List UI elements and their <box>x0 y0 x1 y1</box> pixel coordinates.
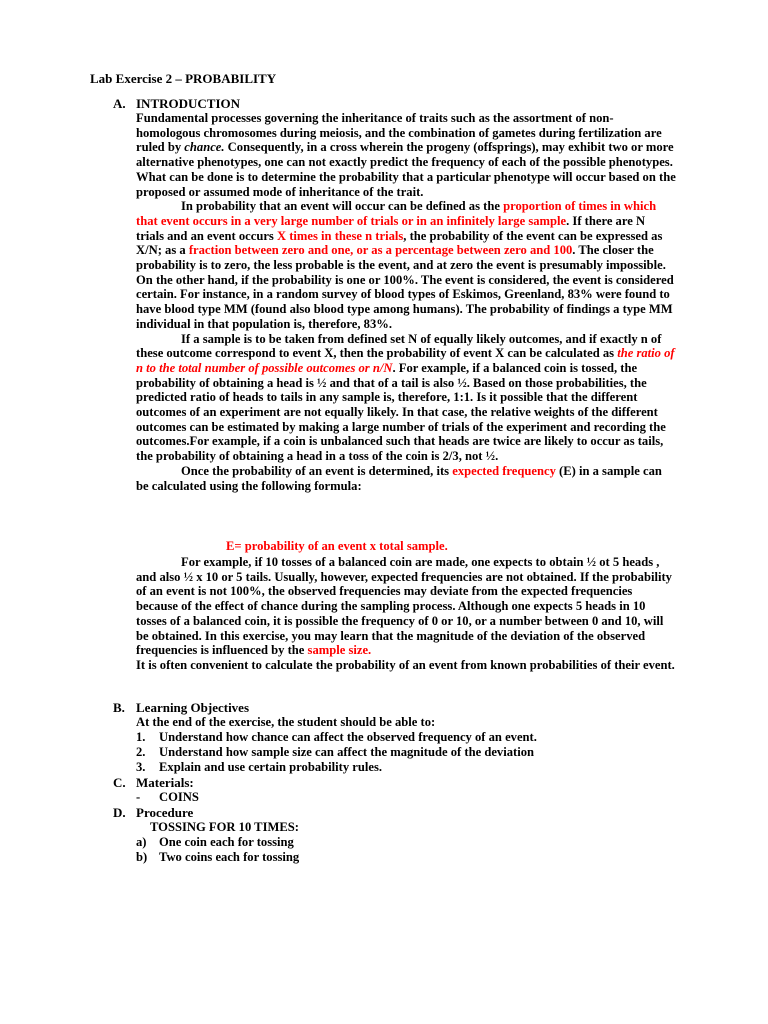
intro-paragraph-3 <box>136 332 676 464</box>
intro-p5-text-a: For example, if 10 tosses of a balanced coin are made, one expects to obtain ½ ot 5 heads , and also ½ x 10 or 5 tails. Usually, however, expected frequencies are not obtained. If the probability of an event is not 100%, the observed frequencies may deviate from the expected frequencies because of the effect of chance during the sampling process. Although one expects 5 heads in 10 tosses of a balanced coin, it is possible the frequency of 0 or 10, or a number between 0 and 10, will be obtained. In this exercise, you may learn that the magnitude of the deviation of the observed frequencies is influenced by the <box>136 555 672 658</box>
intro-p4-text-b: (E) in a sample can be calculated using the following formula: <box>136 463 662 493</box>
intro-p3-highlight-1: the ratio of n to the total number of possible outcomes or n/N <box>136 346 675 375</box>
intro-p2-text-b: . If there are N trials and an event occurs <box>136 213 646 243</box>
procedure-item-text: One coin each for tossing <box>159 835 294 849</box>
intro-p4-highlight-1: expected frequency <box>452 463 556 478</box>
intro-p4-text-a: Once the probability of an event is determined, its <box>181 463 453 478</box>
section-d-heading <box>113 805 193 821</box>
intro-p2-highlight-2: X times in these n trials <box>276 228 404 243</box>
intro-p5-highlight-1: sample size. <box>307 643 372 658</box>
procedure-item <box>136 850 299 865</box>
section-c-title: Materials: <box>136 775 194 790</box>
objective-number: 3. <box>136 760 146 774</box>
procedure-item-marker: a) <box>136 835 147 849</box>
introduction-body-continued <box>136 555 676 673</box>
procedure-subheading: TOSSING FOR 10 TIMES: <box>150 820 299 834</box>
objective-text: Understand how sample size can affect the magnitude of the deviation <box>159 745 534 759</box>
intro-p1-text-b: Consequently, in a cross wherein the progeny (offsprings), may exhibit two or more alternative phenotypes, one can not exactly predict the frequency of each of the possible phenotypes. What can be done is to determine the probability that a particular phenotype will occur based on the proposed or assumed mode of inheritance of the trait. <box>136 140 676 199</box>
intro-p2-text-a: In probability that an event will occur can be defined as the <box>181 199 504 214</box>
intro-p2-text-c: , the probability of the event can be expressed as X/N; as a <box>136 228 663 258</box>
intro-p1-chance: chance. <box>184 140 225 155</box>
intro-p2-highlight-3: fraction between zero and one, or as a percentage between zero and 100 <box>188 243 573 258</box>
materials-text: COINS <box>159 790 199 804</box>
intro-p3-text-a: If a sample is to be taken from defined set N of equally likely outcomes, and if exactly n of these outcome correspond to event X, then the probability of event X can be calculated as <box>136 331 662 361</box>
expected-frequency-formula: E= probability of an event x total sample. <box>226 539 448 553</box>
intro-p2-text-d: . The closer the probability is to zero, the less probable is the event, and at zero the event is presumably impossible. On the other hand, if the probability is one or 100%. The event is considered, the event is considered certain. For instance, in a random survey of blood types of Eskimos, Greenland, 83% were found to have blood type MM (found also blood type among humans). The probability of findings a type MM individual in that population is, therefore, 83%. <box>136 243 674 331</box>
objective-number: 1. <box>136 730 146 744</box>
intro-paragraph-6: It is often convenient to calculate the probability of an event from known probabilities of their event. <box>136 657 675 672</box>
section-b-label: B. <box>113 700 125 715</box>
introduction-body <box>136 111 676 493</box>
intro-paragraph-1 <box>136 111 676 199</box>
intro-paragraph-2 <box>136 199 676 331</box>
section-b-heading <box>113 700 249 716</box>
intro-paragraph-4 <box>136 464 676 493</box>
materials-bullet: - <box>136 790 141 804</box>
section-a-label: A. <box>113 96 126 111</box>
objective-text: Explain and use certain probability rules. <box>159 760 382 774</box>
objective-item <box>136 745 534 760</box>
objective-text: Understand how chance can affect the observed frequency of an event. <box>159 730 537 744</box>
section-a-heading <box>113 96 240 112</box>
section-a-title: INTRODUCTION <box>136 96 241 111</box>
intro-p1-text-a: Fundamental processes governing the inheritance of traits such as the assortment of non-homologous chromosomes during meiosis, and the combination of gametes during fertilization are ruled by <box>136 111 662 155</box>
intro-p2-highlight-1: proportion of times in which that event occurs in a very large number of trials or in an infinitely large sample <box>136 199 657 228</box>
section-b-title: Learning Objectives <box>136 700 250 715</box>
section-c-heading <box>113 775 194 791</box>
objective-item <box>136 760 382 775</box>
objective-number: 2. <box>136 745 146 759</box>
materials-item <box>136 790 199 805</box>
document-title: Lab Exercise 2 – PROBABILITY <box>90 71 277 86</box>
objective-item <box>136 730 537 745</box>
intro-paragraph-5 <box>136 555 676 658</box>
procedure-item-text: Two coins each for tossing <box>159 850 300 864</box>
intro-p3-text-b: . For example, if a balanced coin is tossed, the probability of obtaining a head is ½ and that of a tail is also ½. Based on those probabilities, the predicted ratio of heads to tails in any sample is, therefore, 1:1. Is it possible that the different outcomes of an experiment are not equally likely. In that case, the relative weights of the different outcomes can be estimated by making a large number of trials of the experiment and recording the outcomes.For example, if a coin is unbalanced such that heads are twice are likely to occur as tails, the probability of obtaining a head in a toss of the coin is 2/3, not ½. <box>136 360 666 464</box>
section-d-title: Procedure <box>136 805 194 820</box>
objectives-lead: At the end of the exercise, the student should be able to: <box>136 715 436 729</box>
procedure-item-marker: b) <box>136 850 148 864</box>
procedure-item <box>136 835 294 850</box>
section-d-label: D. <box>113 805 126 820</box>
section-c-label: C. <box>113 775 126 790</box>
